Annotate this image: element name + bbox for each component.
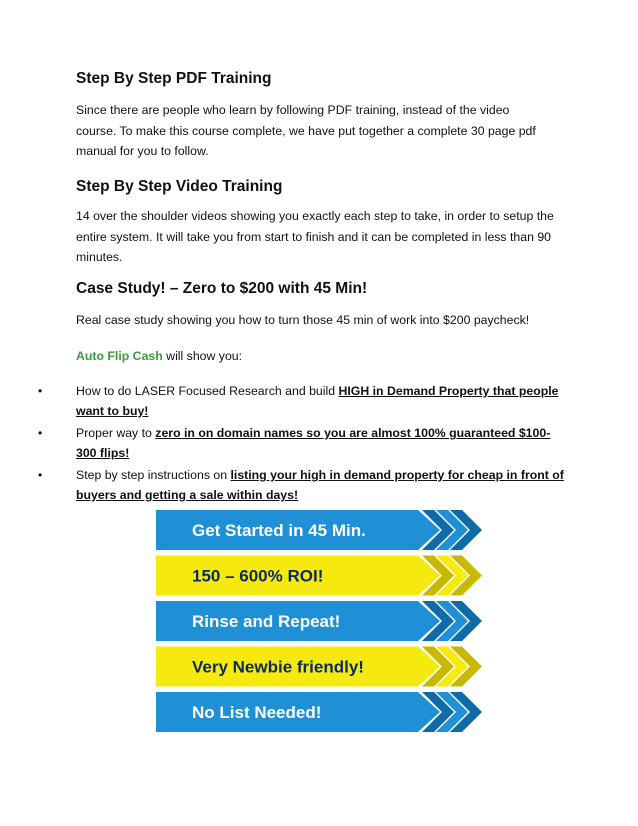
benefits-arrow-banner — [156, 510, 482, 732]
banner-row-label: Get Started in 45 Min. — [192, 521, 366, 540]
bullet-icon: • — [38, 426, 43, 440]
section-heading-video-training: Step By Step Video Training — [76, 178, 283, 195]
banner-row-label: No List Needed! — [192, 703, 322, 722]
section-text-pdf-training — [76, 100, 536, 162]
feature-list — [38, 381, 568, 507]
list-item-text: Proper way to — [76, 426, 156, 440]
text-line: course. To make this course complete, we have put together a complete 30 page pdf — [76, 123, 536, 138]
list-item — [38, 423, 568, 463]
list-item-text: Step by step instructions on — [76, 468, 231, 482]
text-line: 14 over the shoulder videos showing you exactly each step to take, in order to setup the — [76, 209, 554, 223]
banner-row — [156, 692, 482, 732]
text-line: Real case study showing you how to turn those 45 min of work into $200 paycheck! — [76, 313, 530, 327]
intro-text: will show you: — [162, 349, 243, 363]
list-item-text: How to do LASER Focused Research and build — [76, 384, 339, 398]
banner-row-label: Very Newbie friendly! — [192, 657, 364, 677]
text-line: minutes. — [76, 250, 123, 264]
text-line: entire system. It will take you from start to finish and it can be completed in less than 90 — [76, 229, 552, 244]
list-item — [38, 465, 568, 505]
list-item-highlight: HIGH in Demand Property that people want to buy! — [76, 384, 559, 418]
section-heading-case-study: Case Study! – Zero to $200 with 45 Min! — [76, 280, 368, 297]
bullet-icon: • — [38, 468, 43, 482]
banner-row — [156, 601, 482, 641]
text-line: Since there are people who learn by following PDF training, instead of the video — [76, 103, 510, 117]
banner-row-label: 150 – 600% ROI! — [192, 566, 324, 586]
intro-line — [76, 346, 242, 367]
section-text-case-study — [76, 310, 529, 331]
bullet-icon: • — [38, 384, 43, 398]
list-item — [38, 381, 568, 421]
banner-row — [156, 556, 482, 596]
banner-row-label: Rinse and Repeat! — [192, 612, 341, 631]
brand-name: Auto Flip Cash — [76, 349, 163, 363]
section-heading-pdf-training: Step By Step PDF Training — [76, 70, 272, 87]
text-line: manual for you to follow. — [76, 144, 209, 158]
banner-row — [156, 510, 482, 550]
section-text-video-training — [76, 206, 566, 268]
banner-row — [156, 647, 482, 687]
list-item-highlight: zero in on domain names so you are almost 100% guaranteed $100-300 flips! — [76, 426, 551, 460]
list-item-highlight: listing your high in demand property for cheap in front of buyers and getting a sale within days! — [76, 468, 564, 502]
